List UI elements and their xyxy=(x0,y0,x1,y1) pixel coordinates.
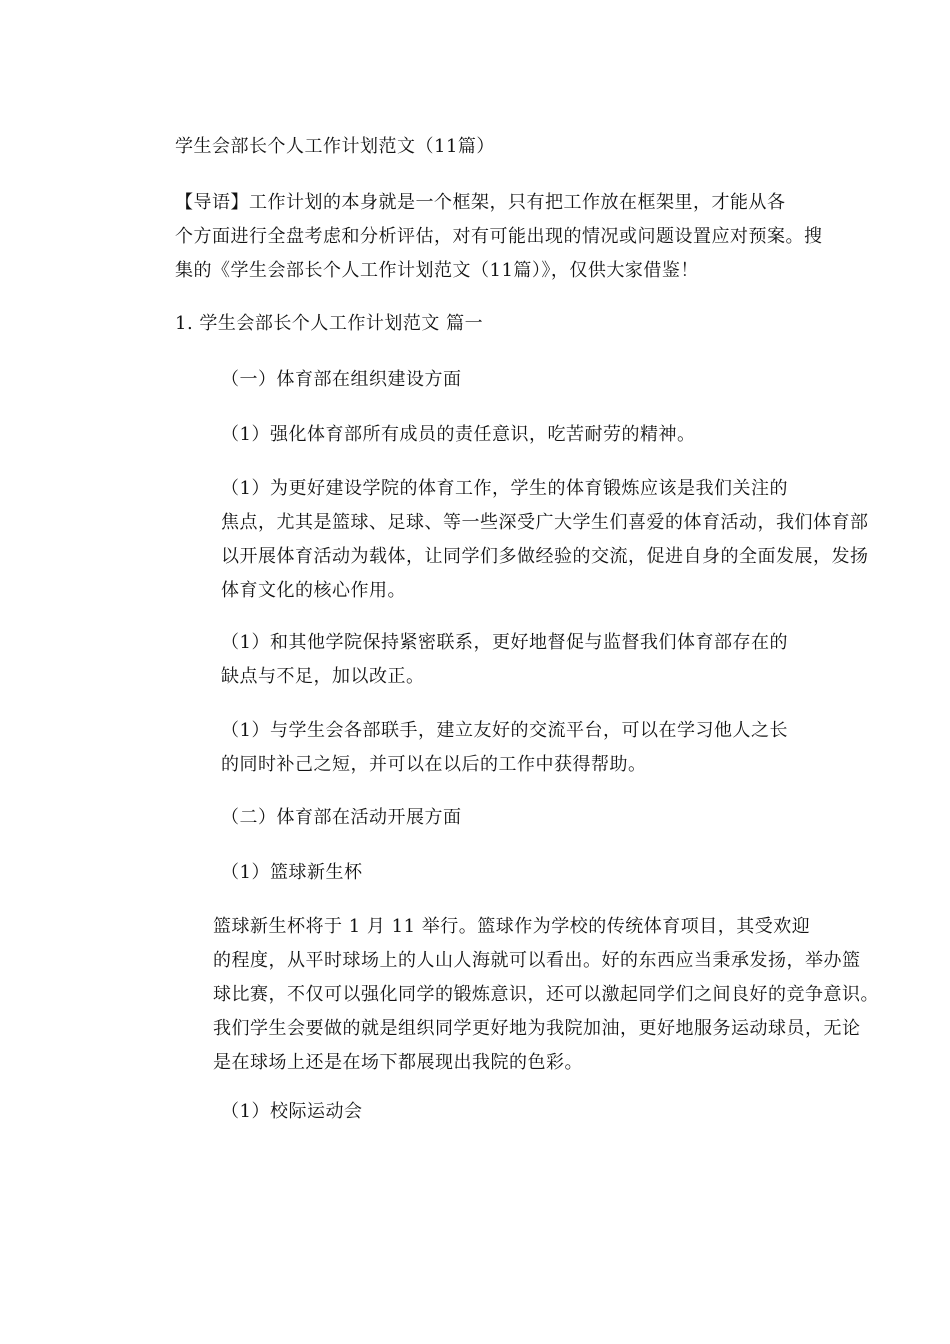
paragraph-basketball-cup xyxy=(137,910,879,1080)
intro-line: 集的《学生会部长个人工作计划范文（11篇）》，仅供大家借鉴！ xyxy=(175,260,699,281)
paragraph-line: 的程度，从平时球场上的人山人海就可以看出。好的东西应当秉承发扬，举办篮 xyxy=(213,950,861,971)
paragraph-line: （1）为更好建设学院的体育工作，学生的体育锻炼应该是我们关注的 xyxy=(221,478,788,499)
paragraph-line: （1）与学生会各部联手，建立友好的交流平台，可以在学习他人之长 xyxy=(221,720,788,741)
paragraph-line: 我们学生会要做的就是组织同学更好地为我院加油，更好地服务运动球员，无论 xyxy=(213,1018,861,1039)
paragraph-line: 体育文化的核心作用。 xyxy=(221,580,406,601)
document-title: 学生会部长个人工作计划范文（11篇） xyxy=(175,136,495,157)
intro-paragraph xyxy=(137,186,823,288)
intro-line: 个方面进行全盘考虑和分析评估，对有可能出现的情况或问题设置应对预案。搜 xyxy=(175,226,823,247)
paragraph-line: 篮球新生杯将于 1 月 11 举行。篮球作为学校的传统体育项目，其受欢迎 xyxy=(213,916,811,937)
paragraph-line: 焦点，尤其是篮球、足球、等一些深受广大学生们喜爱的体育活动，我们体育部 xyxy=(221,512,869,533)
intro-line: 【导语】工作计划的本身就是一个框架，只有把工作放在框架里，才能从各 xyxy=(175,192,786,213)
paragraph-other-colleges xyxy=(137,626,817,694)
paragraph-responsibility: （1）强化体育部所有成员的责任意识，吃苦耐劳的精神。 xyxy=(221,424,696,445)
paragraph-cooperation xyxy=(137,714,817,782)
paragraph-line: 是在球场上还是在场下都展现出我院的色彩。 xyxy=(213,1052,583,1073)
paragraph-sports-work xyxy=(137,472,869,608)
paragraph-basketball-cup-heading: （1）篮球新生杯 xyxy=(221,862,363,883)
paragraph-line: 以开展体育活动为载体，让同学们多做经验的交流，促进自身的全面发展，发扬 xyxy=(221,546,869,567)
subheading-organization: （一）体育部在组织建设方面 xyxy=(221,369,462,390)
subheading-activities: （二）体育部在活动开展方面 xyxy=(221,807,462,828)
paragraph-sports-meet-heading: （1）校际运动会 xyxy=(221,1101,363,1122)
paragraph-line: 的同时补己之短，并可以在以后的工作中获得帮助。 xyxy=(221,754,647,775)
section-title: 1. 学生会部长个人工作计划范文 篇一 xyxy=(175,313,484,334)
paragraph-line: 球比赛，不仅可以强化同学的锻炼意识，还可以激起同学们之间良好的竞争意识。 xyxy=(213,984,879,1005)
paragraph-line: （1）和其他学院保持紧密联系，更好地督促与监督我们体育部存在的 xyxy=(221,632,788,653)
paragraph-line: 缺点与不足，加以改正。 xyxy=(221,666,425,687)
